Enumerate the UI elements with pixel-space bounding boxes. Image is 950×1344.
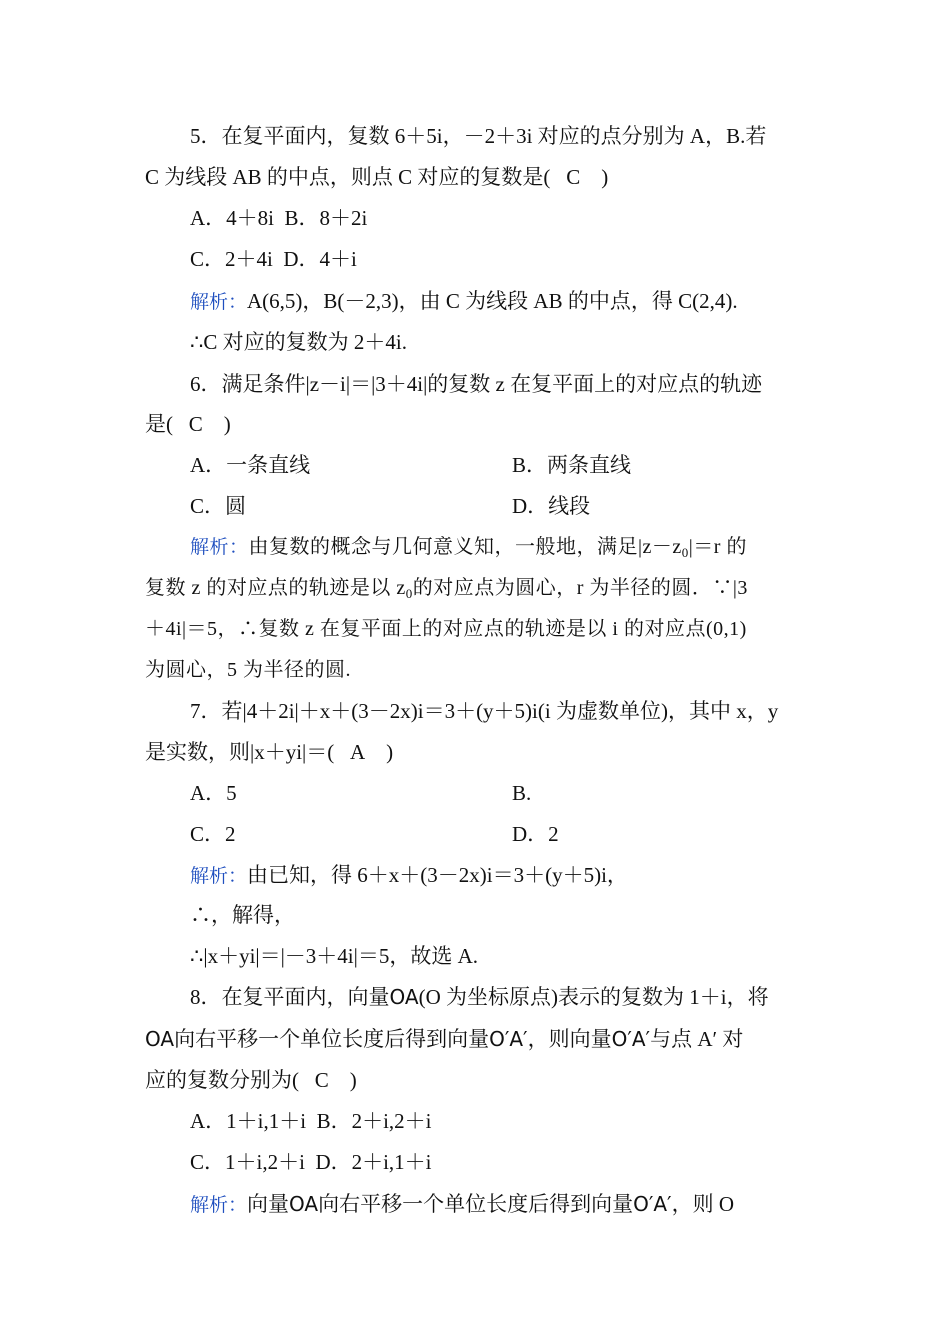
- q5-stem-text: C 为线段 AB 的中点，则点 C 对应的复数是(: [145, 165, 551, 189]
- q6-solution-line2: [145, 574, 748, 602]
- q7-option-a: A．5: [190, 781, 237, 805]
- q5-answer: C: [566, 165, 581, 189]
- q8-stem-line3: [145, 1066, 357, 1094]
- q6-option-c: C．圆: [190, 494, 247, 518]
- q5-options-row2: [190, 245, 357, 273]
- q7-stem-text: 是实数，则|x＋yi|＝(: [145, 740, 335, 764]
- q5-option-d: D．4＋i: [283, 247, 357, 271]
- q7-option-b: B.: [512, 781, 532, 805]
- q7-paren: ): [386, 740, 394, 764]
- q5-solution-text1: A(6,5)，B(－2,3)，由 C 为线段 AB 的中点，得 C(2,4).: [247, 289, 738, 313]
- q7-stem-line1: 7．若|4＋2i|＋x＋(3－2x)i＝3＋(y＋5)i(i 为虚数单位)，其中 x，y: [190, 699, 779, 723]
- q8-vector-oa: OA: [389, 985, 419, 1009]
- q8-stem-text2a: 向右平移一个单位长度后得到向量: [174, 1027, 490, 1051]
- q8-option-c: C．1＋i,2＋i: [190, 1150, 305, 1174]
- q7-option-c: C．2: [190, 822, 236, 846]
- q7-option-d: D．2: [512, 822, 559, 846]
- q8-solution-text1c: ，则 O: [671, 1192, 735, 1216]
- q8-options-row2: [190, 1148, 432, 1176]
- q6-solution-sub1: 0: [681, 545, 689, 560]
- q8-solution-text1b: 向右平移一个单位长度后得到向量: [318, 1192, 634, 1216]
- q8-option-d: D．2＋i,1＋i: [315, 1150, 432, 1174]
- q5-stem-line1: 5．在复平面内，复数 6＋5i，－2＋3i 对应的点分别为 A，B.若: [190, 124, 767, 148]
- q6-solution-text2-end: 的对应点为圆心，r 为半径的圆．∵|3: [412, 577, 748, 599]
- q5-option-b: B．8＋2i: [284, 206, 368, 230]
- q6-solution-label: 解析：: [190, 536, 249, 558]
- q6-solution-line4: 为圆心，5 为半径的圆.: [145, 659, 351, 681]
- q5-paren: ): [601, 165, 609, 189]
- q5-solution-line1: [190, 287, 738, 316]
- q8-stem-text2b: ，则向量: [527, 1027, 612, 1051]
- q7-answer: A: [350, 740, 366, 764]
- q8-option-a: A．1＋i,1＋i: [190, 1109, 307, 1133]
- q6-solution-line1: [190, 533, 747, 561]
- q6-solution-line3: ＋4i|＝5，∴复数 z 在复平面上的对应点的轨迹是以 i 的对应点(0,1): [145, 618, 747, 640]
- q6-stem-line2: [145, 410, 231, 438]
- q6-solution-text1-end: |＝r 的: [688, 536, 747, 558]
- q5-options-row1: [190, 204, 367, 232]
- q6-stem-text: 是(: [145, 412, 173, 436]
- q7-solution-line3: ∴|x＋yi|＝|－3＋4i|＝5，故选 A.: [190, 944, 479, 968]
- q7-solution-line1: [190, 861, 628, 890]
- q8-paren: ): [349, 1068, 357, 1092]
- q6-answer: C: [188, 412, 203, 436]
- q8-vector-o-a-prime-2: O′A′: [611, 1027, 651, 1051]
- q6-option-d: D．线段: [512, 494, 591, 518]
- q8-vector-oa-2: OA: [145, 1027, 175, 1051]
- q8-option-b: B．2＋i,2＋i: [316, 1109, 432, 1133]
- q8-stem-text1a: 8．在复平面内，向量: [190, 985, 390, 1009]
- q5-option-a: A．4＋8i: [190, 206, 274, 230]
- q8-solution-vector-oa: OA: [289, 1192, 319, 1216]
- q6-solution-text1: 由复数的概念与几何意义知，一般地，满足|z－z: [248, 536, 682, 558]
- q7-stem-line2: [145, 738, 393, 766]
- q8-stem-text2c: 与点 A′ 对: [650, 1027, 744, 1051]
- q8-answer: C: [314, 1068, 329, 1092]
- q8-vector-o-a-prime: O′A′: [489, 1027, 528, 1051]
- q5-option-c: C．2＋4i: [190, 247, 273, 271]
- q7-solution-text1: 由已知，得 6＋x＋(3－2x)i＝3＋(y＋5)i，: [247, 863, 628, 887]
- q5-solution-line2: ∴C 对应的复数为 2＋4i.: [190, 330, 407, 354]
- q8-stem-text3: 应的复数分别为(: [145, 1068, 299, 1092]
- q8-stem-text1b: (O 为坐标原点)表示的复数为 1＋i，将: [418, 985, 769, 1009]
- q6-solution-text2: 复数 z 的对应点的轨迹是以 z: [145, 577, 406, 599]
- q7-solution-label: 解析：: [190, 865, 248, 887]
- q5-solution-label: 解析：: [190, 291, 248, 313]
- q8-solution-label: 解析：: [190, 1194, 248, 1216]
- q8-stem-line1: [190, 983, 769, 1011]
- q6-stem-line1: 6．满足条件|z－i|＝|3＋4i|的复数 z 在复平面上的对应点的轨迹: [190, 372, 763, 396]
- q8-solution-text1a: 向量: [247, 1192, 290, 1216]
- q7-solution-line2: ∴，解得，: [190, 903, 295, 927]
- q5-stem-line2: [145, 163, 608, 191]
- q8-stem-line2: [145, 1025, 743, 1053]
- q6-paren: ): [223, 412, 231, 436]
- q6-solution-sub2: 0: [405, 586, 413, 601]
- q8-solution-vector-o-a-prime: O′A′: [633, 1192, 672, 1216]
- q8-solution-line1: [190, 1190, 734, 1219]
- q6-option-a: A．一条直线: [190, 453, 311, 477]
- q8-options-row1: [190, 1107, 432, 1135]
- q6-option-b: B．两条直线: [512, 453, 632, 477]
